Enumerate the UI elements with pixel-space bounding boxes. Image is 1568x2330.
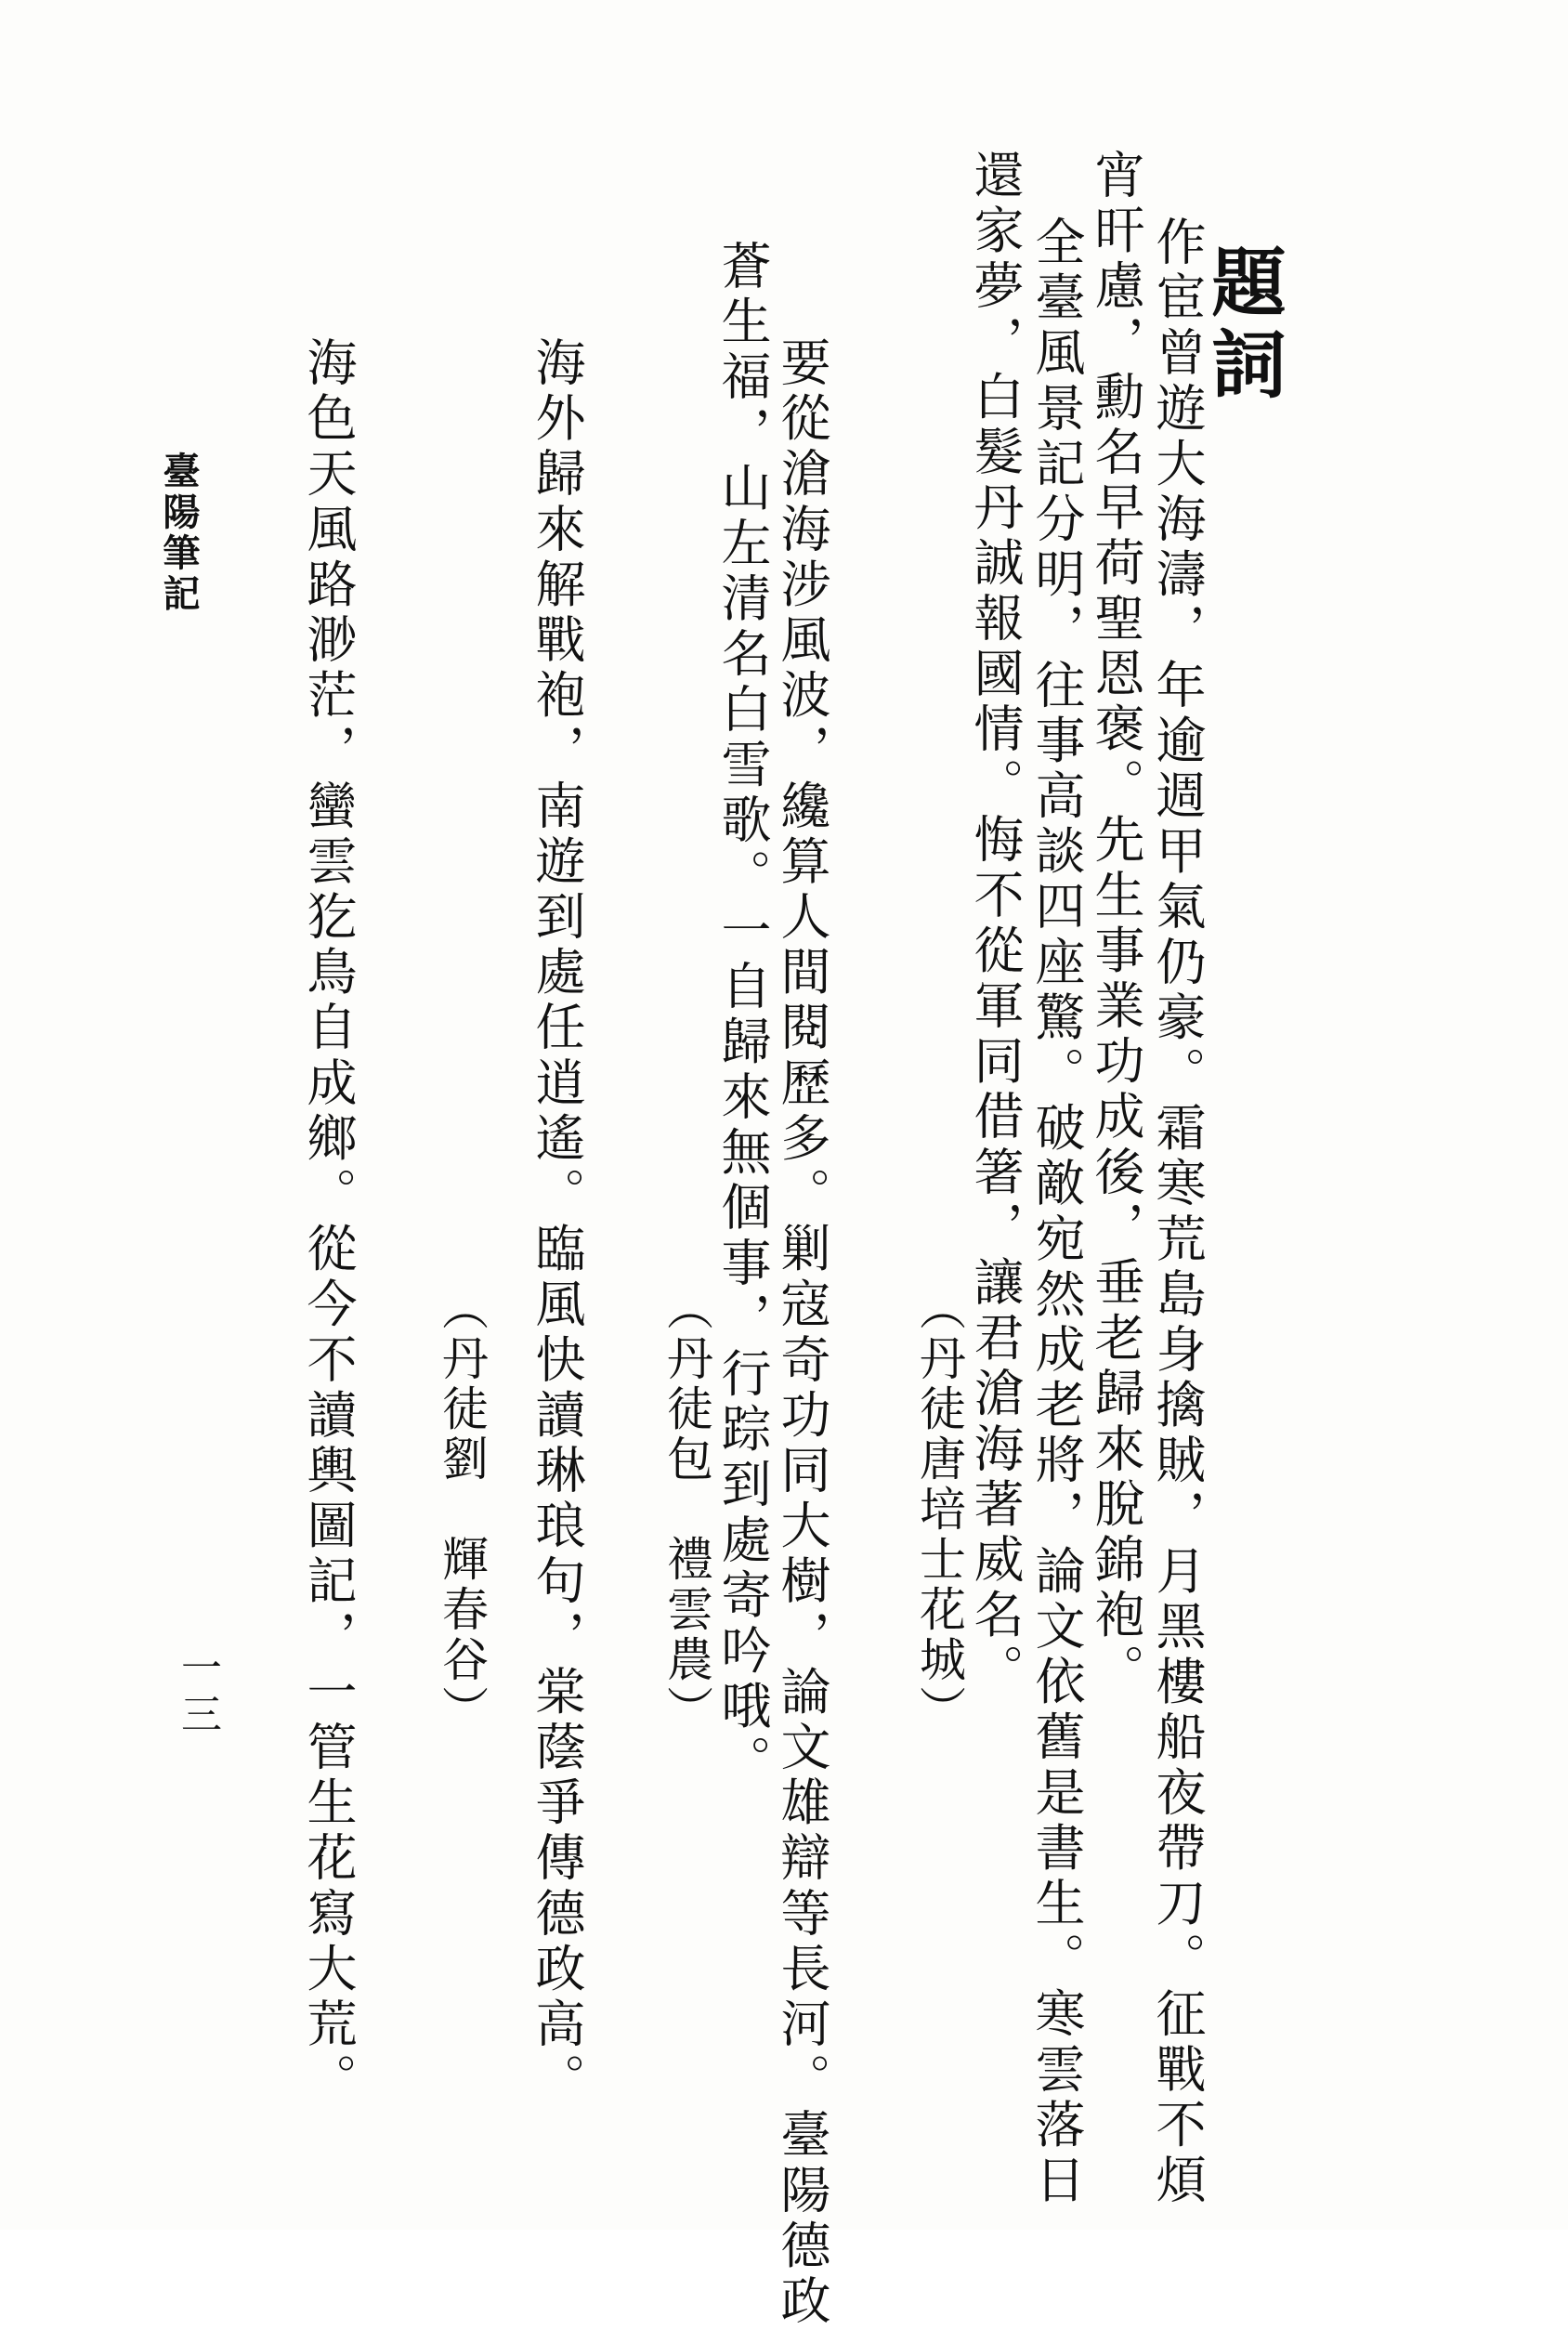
poem-4-line-1: 海色天風路渺茫，蠻雲犵鳥自成鄉。從今不讀輿圖記，一管生花寫大荒。 (299, 336, 358, 2109)
poem-2-line-2: 蒼生福，山左清名白雪歌。一自歸來無個事，行踪到處寄吟哦。 (713, 240, 772, 1790)
page-number: 一三 (174, 1646, 221, 1739)
book-title: 臺陽筆記 (157, 452, 201, 615)
poem-1-line-4: 還家夢，白髮丹誠報國情。悔不從軍同借箸，讓君滄海著威名。 (966, 149, 1025, 1699)
poem-2-line-1: 要從滄海涉風波，纔算人間閱歷多。剿寇奇功同大樹，論文雄辯等長河。臺陽德政 (773, 336, 831, 2330)
poem-3-line-1: 海外歸來解戰袍，南遊到處任逍遙。臨風快讀琳琅句，棠蔭爭傳德政高。 (528, 336, 586, 2109)
poem-1-line-1: 作宦曾遊大海濤，年逾週甲氣仍豪。霜寒荒島身擒賊，月黑樓船夜帶刀。征戰不煩 (1148, 216, 1207, 2209)
poem-2-attribution: （丹徒包 禮雲農） (660, 1284, 713, 1735)
page-heading: 題詞 (1199, 243, 1287, 407)
poem-1-line-2: 宵旰慮，勳名早荷聖恩褒。先生事業功成後，垂老歸來脫錦袍。 (1087, 149, 1145, 1699)
poem-1-attribution: （丹徒唐培士花城） (912, 1284, 966, 1735)
poem-3-attribution: （丹徒劉 輝春谷） (435, 1284, 489, 1735)
poem-1-line-3: 全臺風景記分明，往事高談四座驚。破敵宛然成老將，論文依舊是書生。寒雲落日 (1027, 216, 1086, 2209)
